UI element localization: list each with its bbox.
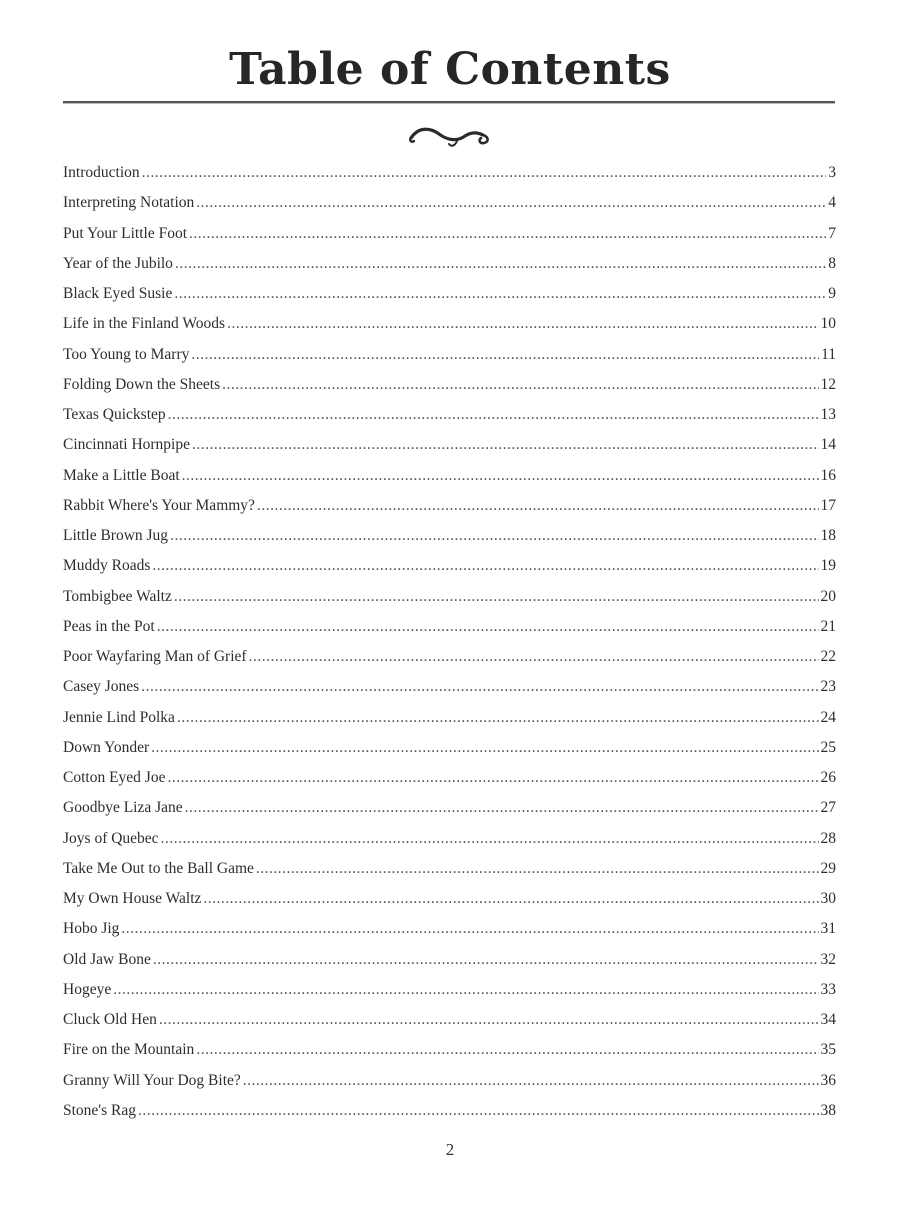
toc-entry-title: Life in the Finland Woods [63, 315, 226, 333]
toc-entry-title: Fire on the Mountain [63, 1041, 195, 1059]
toc-entry-page: 35 [820, 1041, 836, 1059]
toc-entry-page: 19 [820, 557, 836, 575]
toc-entry-title: Tombigbee Waltz [63, 587, 172, 605]
toc-entry-page: 34 [820, 1011, 836, 1028]
title-divider [63, 101, 835, 104]
flourish-ornament-icon [405, 122, 495, 150]
toc-entry-title: Folding Down the Sheets [63, 375, 221, 393]
toc-dot-leader [192, 432, 819, 458]
toc-entry-title: Hobo Jig [63, 920, 120, 938]
toc-entry-title: Little Brown Jug [63, 527, 169, 544]
toc-entry-title: Old Jaw Bone [63, 950, 151, 968]
toc-entry-title: Rabbit Where's Your Mammy? [63, 496, 255, 514]
toc-entry[interactable] [63, 765, 836, 795]
toc-entry[interactable] [63, 584, 836, 614]
toc-dot-leader [161, 826, 819, 852]
page-title: Table of Contents [229, 44, 671, 95]
toc-dot-leader [159, 1007, 819, 1033]
toc-dot-leader [203, 886, 818, 912]
toc-entry[interactable] [63, 372, 836, 402]
toc-entry-page: 14 [820, 436, 836, 454]
toc-entry-title: Year of the Jubilo [63, 254, 173, 272]
toc-dot-leader [151, 735, 818, 761]
toc-dot-leader [182, 463, 819, 489]
toc-entry-title: Cincinnati Hornpipe [63, 436, 190, 454]
toc-entry[interactable] [63, 614, 836, 644]
toc-entry-page: 25 [820, 738, 836, 756]
toc-entry[interactable] [63, 311, 836, 341]
toc-entry-title: Interpreting Notation [63, 194, 195, 212]
toc-dot-leader [196, 1037, 818, 1063]
toc-entry-title: Poor Wayfaring Man of Grief [63, 648, 247, 665]
toc-entry-page: 24 [820, 708, 836, 726]
toc-entry[interactable] [63, 221, 836, 251]
toc-dot-leader [153, 947, 819, 973]
toc-dot-leader [121, 916, 818, 942]
toc-entry[interactable] [63, 553, 836, 583]
toc-entry[interactable] [63, 432, 836, 462]
toc-entry-page: 3 [828, 164, 836, 181]
toc-entry-title: Stone's Rag [63, 1101, 136, 1119]
toc-entry-page: 36 [820, 1071, 836, 1089]
toc-entry-title: Granny Will Your Dog Bite? [63, 1071, 241, 1089]
toc-entry-page: 21 [820, 617, 836, 635]
toc-entry-page: 8 [828, 254, 836, 272]
toc-entry-page: 9 [828, 285, 836, 302]
toc-entry-title: Muddy Roads [63, 557, 151, 575]
toc-entry-title: Put Your Little Foot [63, 224, 188, 242]
toc-entry-page: 30 [820, 890, 836, 907]
toc-dot-leader [196, 190, 826, 216]
toc-entry[interactable] [63, 281, 836, 311]
toc-entry-title: Down Yonder [63, 738, 150, 756]
toc-entry[interactable] [63, 1037, 836, 1067]
toc-entry-page: 27 [820, 799, 836, 817]
toc-entry-page: 26 [820, 769, 836, 786]
toc-entry-title: Goodbye Liza Jane [63, 799, 183, 817]
toc-entry-page: 11 [821, 345, 836, 363]
toc-entry-page: 13 [820, 406, 836, 423]
toc-entry-page: 32 [820, 950, 836, 968]
toc-entry-title: Take Me Out to the Ball Game [63, 859, 254, 877]
toc-entry-title: Make a Little Boat [63, 466, 180, 484]
toc-entry-page: 16 [820, 466, 836, 484]
toc-entry-title: Too Young to Marry [63, 345, 190, 363]
toc-dot-leader [243, 1068, 819, 1094]
toc-entry-title: Peas in the Pot [63, 617, 155, 635]
toc-entry-page: 10 [820, 315, 836, 333]
toc-entry-page: 17 [820, 496, 836, 514]
toc-entry[interactable] [63, 251, 836, 281]
toc-entry-page: 23 [820, 678, 836, 696]
toc-entry-title: Hogeye [63, 980, 112, 998]
toc-entry-page: 7 [828, 224, 836, 242]
toc-dot-leader [222, 372, 818, 398]
toc-dot-leader [168, 402, 819, 428]
toc-entry[interactable] [63, 402, 836, 432]
toc-entry-title: Cotton Eyed Joe [63, 769, 166, 786]
toc-entry[interactable] [63, 886, 836, 916]
toc-entry-title: Joys of Quebec [63, 829, 159, 847]
toc-entry[interactable] [63, 1068, 836, 1098]
toc-entry[interactable] [63, 826, 836, 856]
toc-dot-leader [256, 856, 819, 882]
toc-entry-page: 28 [820, 829, 836, 847]
toc-dot-leader [191, 342, 819, 368]
toc-entry[interactable] [63, 1007, 836, 1037]
toc-entry[interactable] [63, 523, 836, 553]
toc-dot-leader [185, 795, 819, 821]
toc-entry[interactable] [63, 705, 836, 735]
toc-dot-leader [157, 614, 819, 640]
toc-entry[interactable] [63, 342, 836, 372]
toc-entry[interactable] [63, 795, 836, 825]
toc-entry-page: 18 [820, 527, 836, 544]
toc-entry-page: 12 [820, 375, 836, 393]
toc-entry-title: Cluck Old Hen [63, 1011, 157, 1028]
toc-dot-leader [257, 493, 819, 519]
toc-dot-leader [170, 523, 818, 549]
toc-entry[interactable] [63, 735, 836, 765]
toc-entry[interactable] [63, 160, 836, 190]
toc-entry[interactable] [63, 916, 836, 946]
toc-dot-leader [113, 977, 818, 1003]
toc-entry-page: 31 [820, 920, 836, 938]
toc-dot-leader [175, 251, 826, 277]
toc-dot-leader [189, 221, 826, 247]
page-number: 2 [445, 1140, 455, 1159]
toc-entry[interactable] [63, 190, 836, 220]
toc-list [63, 160, 836, 1128]
toc-entry-title: Casey Jones [63, 678, 140, 696]
toc-dot-leader [249, 644, 819, 670]
toc-entry-page: 20 [820, 587, 836, 605]
toc-dot-leader [138, 1098, 819, 1124]
toc-entry-page: 22 [820, 648, 836, 665]
toc-dot-leader [174, 584, 819, 610]
toc-entry-title: Black Eyed Susie [63, 285, 173, 302]
toc-entry-title: My Own House Waltz [63, 890, 202, 907]
toc-entry[interactable] [63, 644, 836, 674]
toc-entry[interactable] [63, 463, 836, 493]
toc-entry[interactable] [63, 1098, 836, 1128]
toc-entry-title: Introduction [63, 164, 140, 181]
toc-entry[interactable] [63, 856, 836, 886]
toc-dot-leader [227, 311, 818, 337]
toc-entry[interactable] [63, 493, 836, 523]
toc-entry[interactable] [63, 947, 836, 977]
toc-entry-page: 33 [820, 980, 836, 998]
toc-entry-title: Jennie Lind Polka [63, 708, 175, 726]
toc-entry[interactable] [63, 977, 836, 1007]
toc-dot-leader [142, 160, 827, 186]
toc-entry-page: 29 [820, 859, 836, 877]
toc-dot-leader [141, 674, 818, 700]
toc-entry-title: Texas Quickstep [63, 406, 166, 423]
toc-dot-leader [177, 705, 819, 731]
toc-dot-leader [152, 553, 818, 579]
toc-dot-leader [167, 765, 818, 791]
toc-entry[interactable] [63, 674, 836, 704]
toc-entry-page: 38 [820, 1101, 836, 1119]
toc-entry-page: 4 [828, 194, 836, 212]
toc-dot-leader [174, 281, 826, 307]
